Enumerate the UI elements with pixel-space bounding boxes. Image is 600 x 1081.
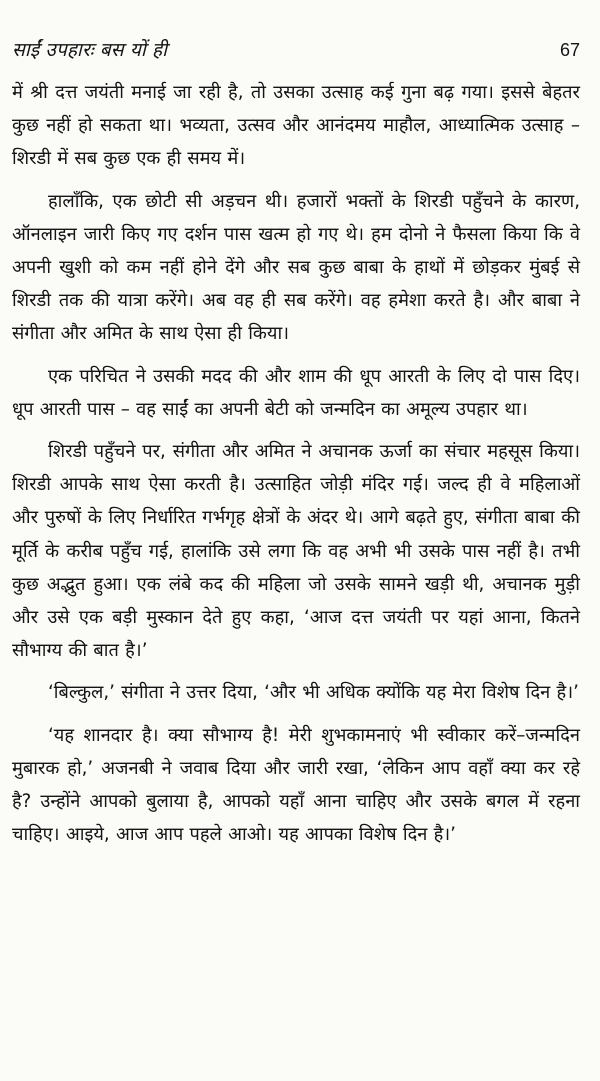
paragraph: ‘यह शानदार है। क्या सौभाग्य है! मेरी शुभकामनाएं भी स्वीकार करें–जन्मदिन मुबारक हो,’ अजनबी ने जवाब दिया और जारी रखा, ‘लेकिन आप वहाँ क्या कर रहे है? उन्होंने आपको बुलाया है, आपको यहाँ आना चाहिए और उसके बगल में रहना चाहिए। आइये, आज आप पहले आओ। यह आपका विशेष दिन है।’ — [12, 724, 580, 846]
running-title: साईं उपहारः बस यों ही — [12, 39, 168, 61]
body-text — [12, 76, 580, 851]
paragraph: हालाँकि, एक छोटी सी अड़चन थी। हजारों भक्तों के शिरडी पहुँचने के कारण, ऑनलाइन जारी किए गए दर्शन पास खत्म हो गए थे। हम दोनो ने फैसला किया कि वे अपनी खुशी को कम नहीं होने देंगे और सब कुछ बाबा के हाथों में छोड़कर मुंबई से शिरडी तक की यात्रा करेंगे। अब वह ही सब करेंगे। वह हमेशा करते है। और बाबा ने संगीता और अमित के साथ ऐसा ही किया। — [12, 190, 580, 345]
paragraph: शिरडी पहुँचने पर, संगीता और अमित ने अचानक ऊर्जा का संचार महसूस किया। शिरडी आपके साथ ऐसा करती है। उत्साहित जोड़ी मंदिर गई। जल्द ही वे महिलाओं और पुरुषों के लिए निर्धारित गर्भगृह क्षेत्रों के अंदर थे। आगे बढ़ते हुए, संगीता बाबा की मूर्ति के करीब पहुँच गई, हालांकि उसे लगा कि वह अभी भी उसके पास नहीं है। तभी कुछ अद्भुत हुआ। एक लंबे कद की महिला जो उसके सामने खड़ी थी, अचानक मुड़ी और उसे एक बड़ी मुस्कान देते हुए कहा, ‘आज दत्त जयंती पर यहां आना, कितने सौभाग्य की बात है।’ — [12, 441, 580, 662]
paragraph: एक परिचित ने उसकी मदद की और शाम की धूप आरती के लिए दो पास दिए। धूप आरती पास – वह साईं का अपनी बेटी को जन्मदिन का अमूल्य उपहार था। — [12, 365, 580, 420]
page-header — [12, 36, 580, 72]
paragraph: में श्री दत्त जयंती मनाई जा रही है, तो उसका उत्साह कई गुना बढ़ गया। इससे बेहतर कुछ नहीं हो सकता था। भव्यता, उत्सव और आनंदमय माहौल, आध्यात्मिक उत्साह – शिरडी में सब कुछ एक ही समय में। — [12, 82, 580, 170]
paragraph: ‘बिल्कुल,’ संगीता ने उत्तर दिया, ‘और भी अधिक क्योंकि यह मेरा विशेष दिन है।’ — [48, 682, 579, 704]
page-number: 67 — [559, 40, 580, 60]
